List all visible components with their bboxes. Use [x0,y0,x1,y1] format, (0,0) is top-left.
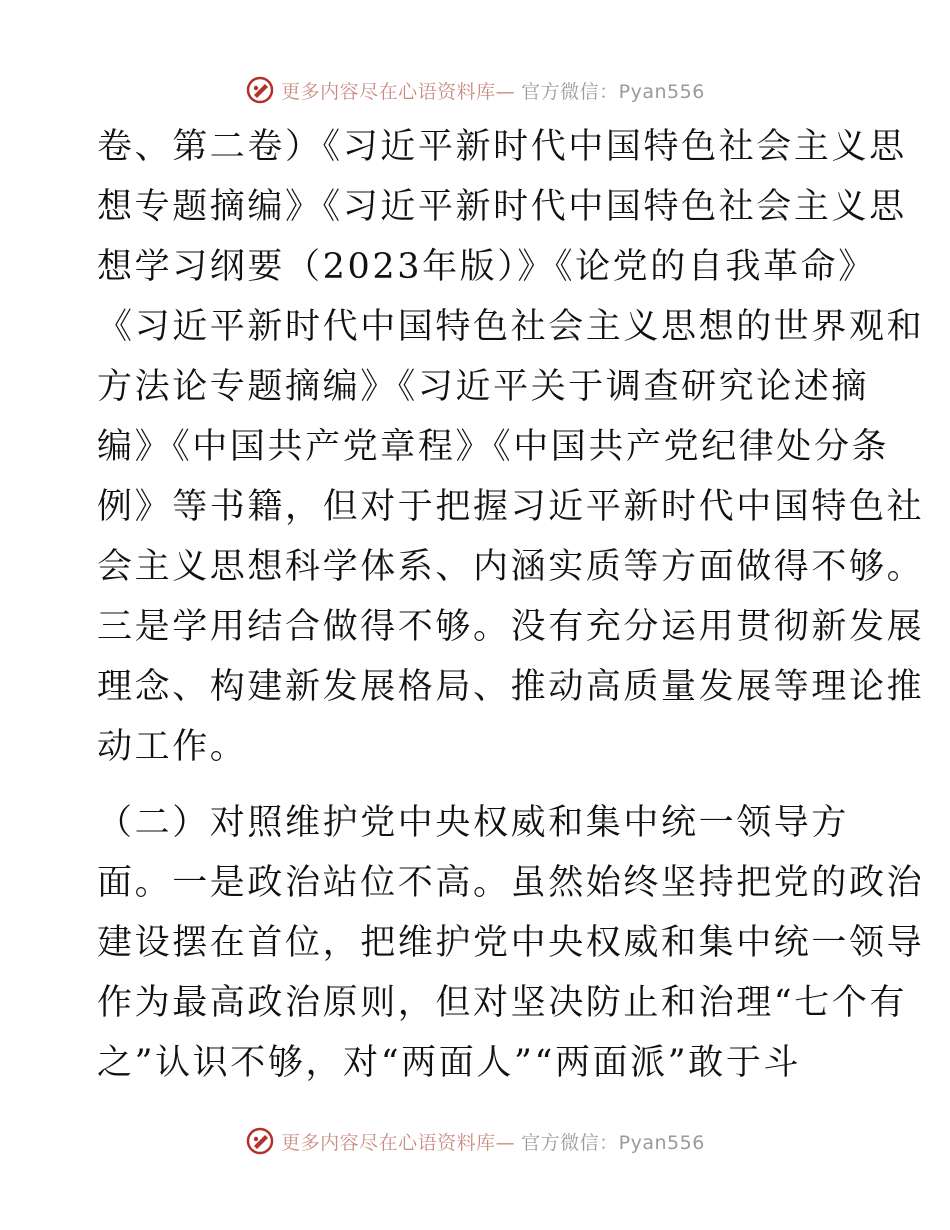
watermark-contact: 官方微信：Pyan556 [521,80,705,103]
paragraph-gap [97,777,857,793]
header-watermark [0,70,950,110]
paragraph-study [97,117,925,777]
text-line: 面。一是政治站位不高。虽然始终坚持把党的政治 [97,863,925,903]
text-line: 想学习纲要（2023年版）》《论党的自我革命》 [97,247,876,287]
brand-logo-icon [245,1126,275,1156]
paragraph-authority [97,793,925,1093]
document-body [97,117,925,1093]
text-line: 会主义思想科学体系、内涵实质等方面做得不够。 [97,547,925,587]
text-line: 方法论专题摘编》《习近平关于调查研究论述摘 [97,367,870,407]
footer-watermark [0,1121,950,1161]
text-line: 卷、第二卷）《习近平新时代中国特色社会主义思 [97,127,907,167]
watermark-text: 更多内容尽在心语资料库— [281,1131,516,1154]
watermark-text: 更多内容尽在心语资料库— [281,80,516,103]
text-line: 理念、构建新发展格局、推动高质量发展等理论推 [97,667,925,707]
text-line: 作为最高政治原则，但对坚决防止和治理“七个有 [97,983,908,1023]
section-heading-line: （二）对照维护党中央权威和集中统一领导方 [97,803,850,843]
text-line: 动工作。 [97,727,248,767]
text-line: 三是学用结合做得不够。没有充分运用贯彻新发展 [97,607,925,647]
text-line: 想专题摘编》《习近平新时代中国特色社会主义思 [97,187,907,227]
text-line: 建设摆在首位，把维护党中央权威和集中统一领导 [97,923,925,963]
text-line: 例》等书籍，但对于把握习近平新时代中国特色社 [97,487,925,527]
text-line: 《习近平新时代中国特色社会主义思想的世界观和 [97,307,925,347]
text-line: 编》《中国共产党章程》《中国共产党纪律处分条 [97,427,890,467]
text-line: 之”认识不够，对“两面人”“两面派”敢于斗 [97,1043,802,1083]
watermark-contact: 官方微信：Pyan556 [521,1131,705,1154]
brand-logo-icon [245,75,275,105]
